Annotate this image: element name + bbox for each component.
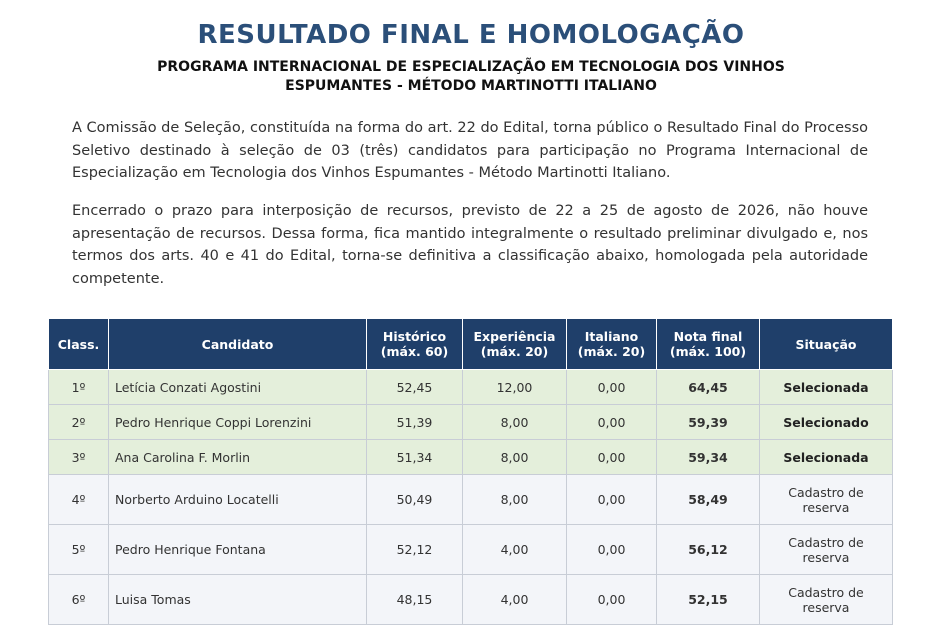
cell-experiencia: 8,00 <box>463 440 567 475</box>
intro-paragraph: A Comissão de Seleção, constituída na forma do art. 22 do Edital, torna público o Resultado Final do Processo Seletivo destinado à seleção de 03 (três) candidatos para participação no Programa Internacional de Especialização em Tecnologia dos Vinhos Espumantes - Método Martinotti Italiano. <box>72 120 868 181</box>
cell-historico: 50,49 <box>367 475 463 525</box>
cell-experiencia: 8,00 <box>463 475 567 525</box>
cell-nota: 52,15 <box>657 575 760 625</box>
cell-historico: 48,15 <box>367 575 463 625</box>
cell-class: 1º <box>49 370 109 405</box>
cell-historico: 51,34 <box>367 440 463 475</box>
cell-experiencia: 4,00 <box>463 525 567 575</box>
header-nota <box>657 319 760 370</box>
cell-situacao <box>760 405 893 440</box>
subtitle-line-1: PROGRAMA INTERNACIONAL DE ESPECIALIZAÇÃO EM TECNOLOGIA DOS VINHOS <box>157 59 785 75</box>
table-row <box>49 575 893 625</box>
cell-historico: 52,12 <box>367 525 463 575</box>
header-italiano <box>567 319 657 370</box>
cell-nota: 64,45 <box>657 370 760 405</box>
cell-nota: 56,12 <box>657 525 760 575</box>
table-row <box>49 475 893 525</box>
cell-experiencia: 8,00 <box>463 405 567 440</box>
cell-class: 4º <box>49 475 109 525</box>
situacao-label: Cadastro de <box>788 584 864 600</box>
cell-situacao <box>760 525 893 575</box>
cell-historico: 51,39 <box>367 405 463 440</box>
table-row <box>49 370 893 405</box>
situacao-label-2: reserva <box>802 599 850 615</box>
situacao-label: Selecionada <box>783 379 869 395</box>
cell-class: 6º <box>49 575 109 625</box>
cell-italiano: 0,00 <box>567 405 657 440</box>
page-title: RESULTADO FINAL E HOMOLOGAÇÃO <box>197 20 745 50</box>
cell-candidato: Pedro Henrique Fontana <box>109 525 367 575</box>
subtitle-line-2: ESPUMANTES - MÉTODO MARTINOTTI ITALIANO <box>285 78 657 94</box>
header-experiencia-max: (máx. 20) <box>480 344 549 359</box>
table-header-row <box>49 319 893 370</box>
cell-experiencia: 4,00 <box>463 575 567 625</box>
header-nota-label: Nota final <box>673 329 743 344</box>
cell-situacao <box>760 370 893 405</box>
situacao-label: Selecionada <box>783 449 869 465</box>
cell-nota: 58,49 <box>657 475 760 525</box>
situacao-label: Selecionado <box>783 414 869 430</box>
page-subtitle <box>0 58 942 96</box>
header-nota-max: (máx. 100) <box>669 344 747 359</box>
header-historico <box>367 319 463 370</box>
cell-historico: 52,45 <box>367 370 463 405</box>
situacao-label-2: reserva <box>802 499 850 515</box>
results-table <box>48 319 893 625</box>
cell-italiano: 0,00 <box>567 370 657 405</box>
cell-nota: 59,39 <box>657 405 760 440</box>
cell-italiano: 0,00 <box>567 475 657 525</box>
cell-nota: 59,34 <box>657 440 760 475</box>
table-row <box>49 525 893 575</box>
cell-candidato: Ana Carolina F. Morlin <box>109 440 367 475</box>
cell-class: 5º <box>49 525 109 575</box>
header-italiano-label: Italiano <box>584 329 639 344</box>
cell-candidato: Norberto Arduino Locatelli <box>109 475 367 525</box>
header-historico-label: Histórico <box>382 329 447 344</box>
cell-situacao <box>760 475 893 525</box>
table-row <box>49 405 893 440</box>
header-experiencia-label: Experiência <box>473 329 556 344</box>
cell-candidato: Luisa Tomas <box>109 575 367 625</box>
cell-situacao <box>760 575 893 625</box>
situacao-label: Cadastro de <box>788 484 864 500</box>
cell-situacao <box>760 440 893 475</box>
cell-italiano: 0,00 <box>567 575 657 625</box>
cell-class: 3º <box>49 440 109 475</box>
header-class: Class. <box>49 319 109 370</box>
cell-class: 2º <box>49 405 109 440</box>
cell-italiano: 0,00 <box>567 440 657 475</box>
header-historico-max: (máx. 60) <box>380 344 449 359</box>
header-candidato: Candidato <box>109 319 367 370</box>
cell-candidato: Pedro Henrique Coppi Lorenzini <box>109 405 367 440</box>
cell-experiencia: 12,00 <box>463 370 567 405</box>
header-situacao: Situação <box>760 319 893 370</box>
situacao-label: Cadastro de <box>788 534 864 550</box>
cell-italiano: 0,00 <box>567 525 657 575</box>
recursos-paragraph: Encerrado o prazo para interposição de recursos, previsto de 22 a 25 de agosto de 2026, não houve apresentação de recursos. Dessa forma, fica mantido integralmente o resultado preliminar divulgado e, nos termos dos arts. 40 e 41 do Edital, torna-se definitiva a classificação abaixo, homologada pela autoridade competente. <box>72 203 868 287</box>
cell-candidato: Letícia Conzati Agostini <box>109 370 367 405</box>
header-experiencia <box>463 319 567 370</box>
situacao-label-2: reserva <box>802 549 850 565</box>
header-italiano-max: (máx. 20) <box>577 344 646 359</box>
table-row <box>49 440 893 475</box>
